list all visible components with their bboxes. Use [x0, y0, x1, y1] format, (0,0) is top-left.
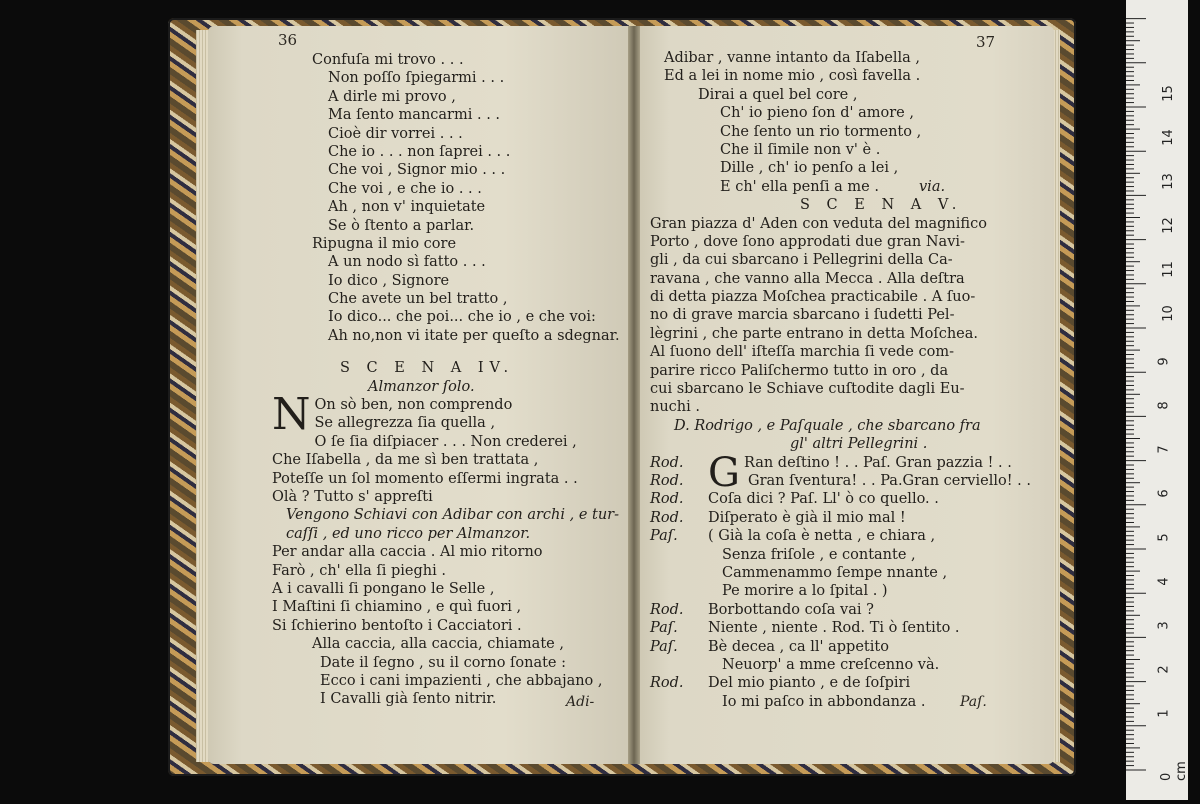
dialogue-text: Gran ſventura! . . Pa.Gran cerviello! . .: [748, 472, 1031, 489]
text-line: Ed a lei in nome mio , così favella .: [664, 68, 921, 85]
dialogue-line: [650, 472, 1031, 490]
character-list: D. Rodrigo , e Paſquale , che sbarcano fra: [674, 417, 981, 434]
dialogue-line: [650, 638, 1031, 656]
ruler-label: 8: [1156, 401, 1172, 410]
speaker: Rod.: [650, 491, 684, 508]
ruler-label: 13: [1160, 173, 1176, 190]
text-line: Non poſſo ſpiegarmi . . .: [328, 70, 505, 87]
text-line: Se allegrezza ſia quella ,: [314, 415, 496, 432]
catchword-right: Paſ.: [960, 694, 987, 710]
text-line: cui sbarcano le Schiave cuſtodite dagli Eu-: [650, 381, 965, 398]
dialogue-text: Bè decea , ca ll' appetito: [708, 638, 889, 655]
text-line: Ah , non v' inquietate: [328, 199, 486, 216]
text-line: Ah no,non vi itate per queſto a sdegnar.: [328, 327, 620, 344]
dialogue-line: [650, 619, 1031, 637]
catchword-left: Adi-: [566, 694, 595, 710]
speaker: Rod.: [650, 509, 684, 526]
dialogue-text: Neuorp' a mme creſcenno và.: [722, 656, 940, 673]
text-line: Confuſa mi trovo . . .: [312, 52, 464, 68]
text-line: di detta piazza Moſchea practicabile . A ſuo-: [650, 289, 976, 306]
text-line: lègrini , che parte entrano in detta Moſchea.: [650, 325, 978, 342]
drop-capital: G: [708, 449, 740, 496]
speaker: Rod.: [650, 472, 684, 489]
ruler-ticks: [1126, 0, 1188, 800]
text-line: Porto , dove ſono approdati due gran Navi-: [650, 233, 965, 250]
text-line: Farò , ch' ella ſi pieghi .: [272, 562, 446, 579]
scene-heading: S C E N A V.: [800, 197, 963, 214]
text-line: nuchi .: [650, 399, 700, 416]
text-line: Che avete un bel tratto ,: [328, 291, 508, 308]
dialogue-text: Diſperato è già il mio mal !: [708, 509, 906, 526]
character-list: gl' altri Pellegrini .: [790, 436, 928, 453]
text-line: [650, 178, 1031, 196]
speaker: [650, 693, 708, 711]
book-gutter: [628, 26, 640, 764]
text-line: Ma ſento mancarmi . . .: [328, 107, 501, 124]
speaker: [650, 582, 708, 600]
dialogue-text: Coſa dici ? Paſ. Ll' ò co quello. .: [708, 491, 939, 508]
speaker: Rod.: [650, 601, 684, 618]
text-line: Olà ? Tutto s' appreſti: [272, 488, 433, 505]
dialogue-text: Ran deſtino ! . . Paſ. Gran pazzia ! . .: [743, 454, 1012, 471]
text-line: Poteſſe un ſol momento eſſermi ingrata . .: [272, 470, 578, 487]
stage-direction: via.: [918, 178, 946, 195]
text-line: O ſe ſia diſpiacer . . . Non crederei ,: [314, 433, 577, 450]
text-line: parire ricco Paliſchermo tutto in oro , da: [650, 362, 949, 379]
ruler-label: 3: [1156, 621, 1172, 630]
dialogue-line: [650, 509, 1031, 527]
speaker: Rod.: [650, 675, 684, 692]
left-page-text: [272, 51, 620, 709]
dialogue-line: [650, 656, 1031, 674]
speaker: [650, 656, 708, 674]
text-line: Che io . . . non ſaprei . . .: [328, 143, 511, 160]
left-page-number: 36: [278, 31, 298, 49]
text-line: I Maſtini ſi chiamino , e quì fuori ,: [272, 599, 522, 616]
ruler-label: 11: [1160, 261, 1176, 278]
text-line: no di grave marcia sbarcano i ſudetti Pel-: [650, 307, 955, 324]
dialogue-line: [650, 674, 1031, 692]
dialogue-text: Cammenammo ſempe nnante ,: [722, 564, 948, 581]
stage-direction: Vengono Schiavi con Adibar con archi , e tur-: [286, 507, 620, 524]
dialogue-line: [650, 490, 1031, 508]
text-line: I Cavalli già ſento nitrir.: [320, 691, 497, 708]
text-line: A un nodo sì fatto . . .: [328, 254, 486, 271]
text-line: Che Iſabella , da me sì ben trattata ,: [272, 452, 539, 469]
text-line: Che voi , e che io . . .: [328, 180, 482, 197]
text-line: Ecco i cani impazienti , che abbajano ,: [320, 672, 603, 689]
text-line: gli , da cui sbarcano i Pellegrini della Ca-: [650, 252, 953, 269]
text-line: ravana , che vanno alla Mecca . Alla deſtra: [650, 270, 965, 287]
text-line: Io dico... che poi... che io , e che voi:: [328, 309, 596, 326]
text-line-part: E ch' ella penſi a me .: [720, 178, 879, 195]
right-page-number: 37: [976, 33, 996, 51]
text-line: Per andar alla caccia . Al mio ritorno: [272, 544, 543, 561]
text-line: Ripugna il mio core: [312, 235, 457, 252]
text-line: Date il ſegno , su il corno ſonate :: [320, 654, 567, 671]
text-line: Gran piazza d' Aden con veduta del magnifico: [650, 215, 987, 232]
text-line: Cioè dir vorrei . . .: [328, 125, 463, 142]
ruler-label: 5: [1156, 533, 1172, 542]
ruler-label: 1: [1156, 709, 1172, 718]
text-line: Se ò ſtento a parlar.: [328, 217, 475, 234]
scene-character: Almanzor ſolo.: [368, 378, 475, 395]
text-line: Alla caccia, alla caccia, chiamate ,: [312, 636, 564, 653]
text-line: Dille , ch' io penſo a lei ,: [720, 160, 899, 177]
ruler-label: 6: [1156, 489, 1172, 498]
ruler-label: 7: [1156, 445, 1172, 454]
dialogue-line: [650, 601, 1031, 619]
speaker: [650, 564, 708, 582]
dialogue-text: Niente , niente . Rod. Ti ò ſentito .: [708, 620, 960, 637]
text-line: Si ſchierino bentoſto i Cacciatori .: [272, 617, 522, 634]
ruler-label: 0 cm: [1159, 761, 1189, 781]
ruler-label: 15: [1160, 85, 1176, 102]
right-page-text: [650, 49, 1031, 711]
dialogue-text: ( Già la coſa è netta , e chiara ,: [708, 528, 936, 545]
dialogue-line: [650, 546, 1031, 564]
speaker: Paſ.: [650, 638, 678, 655]
ruler-label: 4: [1156, 577, 1172, 586]
text-line: Che il ſimile non v' è .: [720, 141, 881, 158]
ruler-label: 14: [1160, 129, 1176, 146]
speaker: Rod.: [650, 454, 684, 471]
text-line: Al ſuono dell' iſteſſa marchia ſi vede com-: [650, 344, 954, 361]
scene-heading: S C E N A IV.: [340, 360, 515, 377]
text-line: Che voi , Signor mio . . .: [328, 162, 506, 179]
text-line: Dirai a quel bel core ,: [698, 86, 858, 103]
speaker: Paſ.: [650, 620, 678, 637]
dialogue-line: [650, 564, 1031, 582]
dialogue-text: Senza friſole , e contante ,: [722, 546, 916, 563]
dialogue-line: [650, 527, 1031, 545]
ruler-label: 9: [1156, 357, 1172, 366]
text-line: Che ſento un rio tormento ,: [720, 123, 922, 140]
measuring-ruler: [1126, 0, 1188, 800]
dialogue-text: Io mi paſco in abbondanza .: [722, 693, 926, 710]
text-line: Ch' io pieno ſon d' amore ,: [720, 105, 914, 122]
dialogue-text: Pe morire a lo ſpital . ): [722, 583, 888, 600]
ruler-label: 12: [1160, 217, 1176, 234]
speaker: Paſ.: [650, 528, 678, 545]
dialogue-line: [650, 582, 1031, 600]
ruler-label: 2: [1156, 665, 1172, 674]
text-line: A dirle mi provo ,: [328, 88, 456, 105]
ruler-label: 10: [1160, 305, 1176, 322]
text-line: Io dico , Signore: [328, 272, 450, 289]
stage-direction: caſſi , ed uno ricco per Almanzor.: [286, 525, 531, 542]
drop-capital: N: [272, 389, 311, 441]
speaker: [650, 546, 708, 564]
dialogue-text: Borbottando coſa vai ?: [708, 601, 874, 618]
text-line: A i cavalli ſi pongano le Selle ,: [272, 580, 495, 597]
dialogue-text: Del mio pianto , e de ſoſpiri: [708, 675, 911, 692]
text-line: Adibar , vanne intanto da Iſabella ,: [664, 50, 921, 66]
text-line: On sò ben, non comprendo: [314, 397, 513, 414]
